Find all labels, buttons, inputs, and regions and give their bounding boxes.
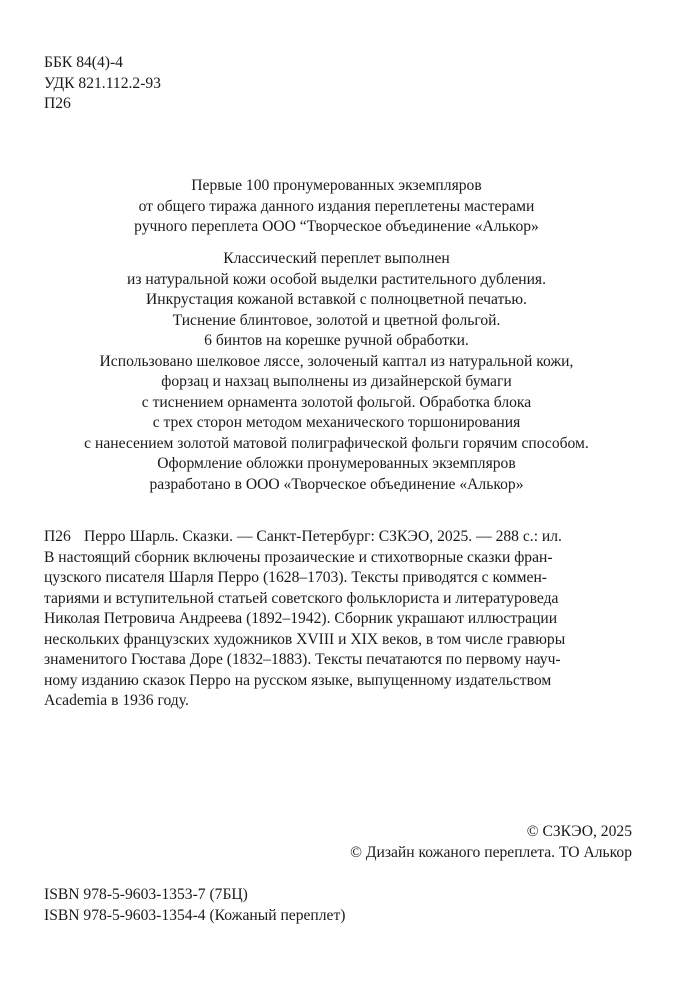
binding-note-line: 6 бинтов на корешке ручной обработки. [204,332,469,349]
copyright-line: © Дизайн кожаного переплета. ТО Алькор [350,843,632,861]
edition-note-line: от общего тиража данного издания переплетены мастерами [138,197,535,215]
annotation-line: знаменитого Гюстава Доре (1832–1883). Тексты печатаются по первому науч- [44,651,561,668]
classification-codes [44,53,161,115]
author-code: П26 [44,95,71,112]
annotation-line: нескольких французских художников XVIII и XIX веков, в том числе гравюры [44,630,566,648]
binding-note-line: форзац и нахзац выполнены из дизайнерской бумаги [161,373,512,390]
annotation-line: ному изданию сказок Перро на русском языке, выпущенному издательством [44,671,552,689]
binding-note-line: с тиснением орнамента золотой фольгой. Обработка блока [141,393,532,411]
copyright-notice [350,822,632,863]
bibliographic-reference: Перро Шарль. Сказки. — Санкт-Петербург: СЗКЭО, 2025. — 288 с.: ил. [84,528,562,545]
binding-note-line: Инкрустация кожаной вставкой с полноцветной печатью. [146,291,527,308]
annotation-line: Николая Петровича Андреева (1892–1942). Сборник украшают иллюстрации [44,610,558,627]
isbn-line: ISBN 978-5-9603-1353-7 (7БЦ) [44,886,248,903]
isbn-line: ISBN 978-5-9603-1354-4 (Кожаный переплет) [44,906,346,924]
edition-note-line: Первые 100 пронумерованных экземпляров [191,177,482,194]
edition-note [0,176,673,238]
annotation-code: П26 [44,528,71,545]
annotation-line: тариями и вступительной статьей советского фольклориста и литературоведа [44,589,559,607]
annotation [44,527,644,712]
edition-note-line: ручного переплета ООО “Творческое объединение «Алькор» [134,218,539,235]
binding-note-line: с трех сторон методом механического торшонирования [152,414,521,431]
binding-note-line: из натуральной кожи особой выделки растительного дубления. [127,270,546,288]
bbk-code: ББК 84(4)-4 [44,54,123,71]
binding-note-line: Использовано шелковое ляссе, золоченый каптал из натуральной кожи, [99,352,574,370]
udk-code: УДК 821.112.2-93 [44,74,161,92]
binding-note-line: Классический переплет выполнен [223,250,450,267]
isbn-block [44,885,345,926]
binding-note-line: Тиснение блинтовое, золотой и цветной фольгой. [172,311,501,329]
binding-note-line: Оформление обложки пронумерованных экземпляров [157,455,516,472]
annotation-heading [44,527,644,548]
annotation-line: В настоящий сборник включены прозаические и стихотворные сказки фран- [44,548,553,566]
binding-note-line: с нанесением золотой матовой полиграфической фольги горячим способом. [84,434,589,452]
binding-note-line: разработано в ООО «Творческое объединение «Алькор» [149,475,524,493]
annotation-line: Academia в 1936 году. [44,692,189,709]
binding-note [0,249,673,495]
annotation-line: цузского писателя Шарля Перро (1628–1703). Тексты приводятся с коммен- [44,569,547,586]
copyright-line: © СЗКЭО, 2025 [526,823,632,840]
